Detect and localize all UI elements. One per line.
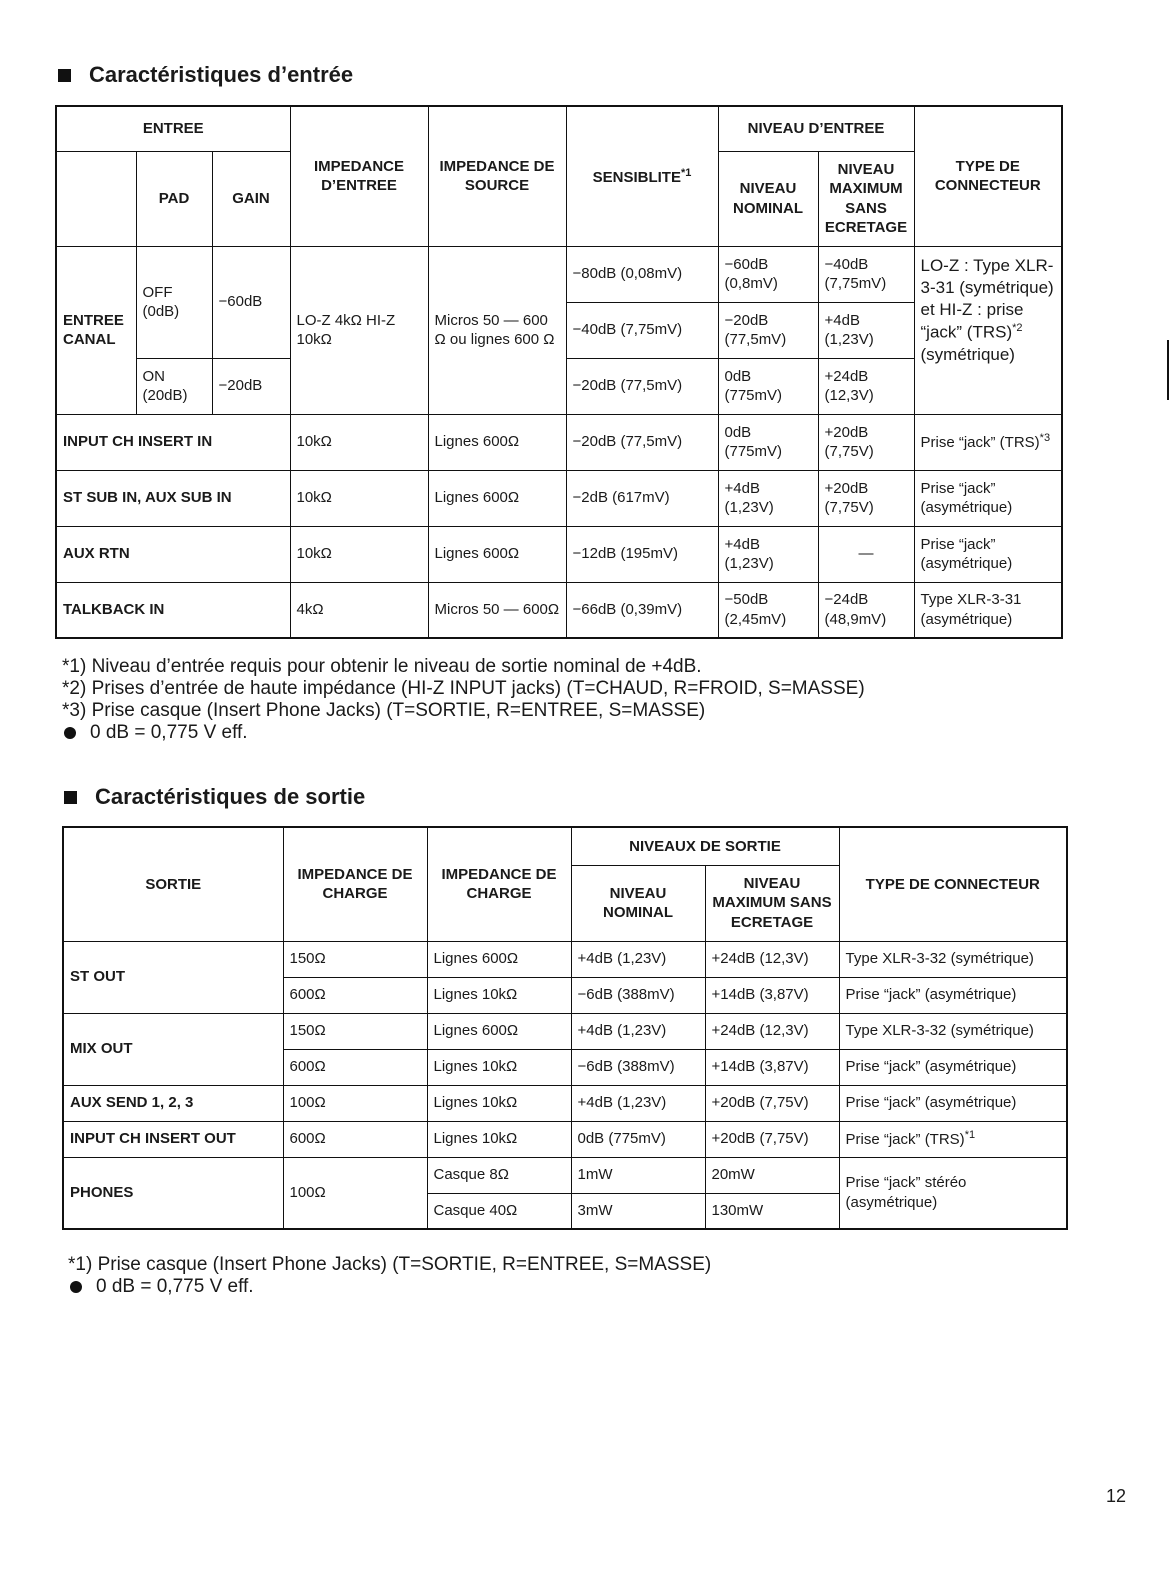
header-sensibilite bbox=[566, 106, 718, 246]
output-notes bbox=[68, 1254, 711, 1298]
row-charge: Casque 8Ω bbox=[427, 1157, 571, 1193]
row-max: +14dB (3,87V) bbox=[705, 1049, 839, 1085]
row-label: TALKBACK IN bbox=[56, 582, 290, 638]
row-max: 130mW bbox=[705, 1193, 839, 1229]
note-1: *1) Niveau d’entrée requis pour obtenir le niveau de sortie nominal de +4dB. bbox=[62, 656, 702, 677]
row-max: −24dB (48,9mV) bbox=[818, 582, 914, 638]
row-nominal: 0dB (775mV) bbox=[718, 414, 818, 470]
row-conn: Type XLR-3-31 (asymétrique) bbox=[914, 582, 1062, 638]
row-imp: 150Ω bbox=[283, 941, 427, 977]
row-charge: Lignes 600Ω bbox=[427, 1013, 571, 1049]
row-max: +20dB (7,75V) bbox=[705, 1121, 839, 1157]
row-conn bbox=[839, 1121, 1067, 1157]
row-conn: Type XLR-3-32 (symétrique) bbox=[839, 1013, 1067, 1049]
row-conn: Prise “jack” (asymétrique) bbox=[914, 526, 1062, 582]
header-niveaux-sortie: NIVEAUX DE SORTIE bbox=[571, 827, 839, 865]
row-conn: Prise “jack” (asymétrique) bbox=[839, 977, 1067, 1013]
row-charge: Lignes 600Ω bbox=[427, 941, 571, 977]
canal-max-1: −40dB (7,75mV) bbox=[818, 246, 914, 302]
note-bullet bbox=[62, 722, 865, 744]
row-label: ST SUB IN, AUX SUB IN bbox=[56, 470, 290, 526]
bullet-icon bbox=[70, 1281, 82, 1293]
row-conn: Prise “jack” (asymétrique) bbox=[839, 1049, 1067, 1085]
row-charge: Casque 40Ω bbox=[427, 1193, 571, 1229]
header-impedance-charge: IMPEDANCE DE CHARGE bbox=[283, 827, 427, 941]
row-max: +24dB (12,3V) bbox=[705, 941, 839, 977]
note-3: *3) Prise casque (Insert Phone Jacks) (T=SORTIE, R=ENTREE, S=MASSE) bbox=[62, 700, 706, 721]
header-niveau-entree: NIVEAU D’ENTREE bbox=[718, 106, 914, 151]
row-conn-text: Prise “jack” (TRS) bbox=[845, 1131, 965, 1149]
row-nominal: 0dB (775mV) bbox=[571, 1121, 705, 1157]
input-spec-table bbox=[55, 105, 1063, 639]
row-src: Micros 50 — 600Ω bbox=[428, 582, 566, 638]
table-row bbox=[56, 526, 1062, 582]
row-imp: 4kΩ bbox=[290, 582, 428, 638]
row-imp: 10kΩ bbox=[290, 470, 428, 526]
row-max: +14dB (3,87V) bbox=[705, 977, 839, 1013]
sensibilite-note: *1 bbox=[680, 166, 692, 179]
canal-sens-3: −20dB (77,5mV) bbox=[566, 358, 718, 414]
canal-pad-off: OFF (0dB) bbox=[136, 246, 212, 358]
row-sens: −66dB (0,39mV) bbox=[566, 582, 718, 638]
canal-pad-on: ON (20dB) bbox=[136, 358, 212, 414]
row-sens: −12dB (195mV) bbox=[566, 526, 718, 582]
canal-nominal-3: 0dB (775mV) bbox=[718, 358, 818, 414]
page-number: 12 bbox=[1106, 1486, 1127, 1506]
row-imp: 100Ω bbox=[283, 1085, 427, 1121]
input-section-title: Caractéristiques d’entrée bbox=[89, 62, 354, 87]
table-row bbox=[56, 582, 1062, 638]
canal-sens-1: −80dB (0,08mV) bbox=[566, 246, 718, 302]
row-src: Lignes 600Ω bbox=[428, 470, 566, 526]
header-impedance-charge-2: IMPEDANCE DE CHARGE bbox=[427, 827, 571, 941]
canal-max-2: +4dB (1,23V) bbox=[818, 302, 914, 358]
mix-out-label: MIX OUT bbox=[63, 1013, 283, 1085]
row-charge: Lignes 10kΩ bbox=[427, 1085, 571, 1121]
row-max: +20dB (7,75V) bbox=[818, 470, 914, 526]
canal-connecteur-note: *2 bbox=[1012, 321, 1023, 334]
row-imp: 10kΩ bbox=[290, 526, 428, 582]
canal-nominal-2: −20dB (77,5mV) bbox=[718, 302, 818, 358]
input-section-heading bbox=[58, 62, 353, 88]
header-impedance-source: IMPEDANCE DE SOURCE bbox=[428, 106, 566, 246]
row-nominal: +4dB (1,23V) bbox=[718, 526, 818, 582]
row-sens: −2dB (617mV) bbox=[566, 470, 718, 526]
row-conn: Prise “jack” (asymétrique) bbox=[839, 1085, 1067, 1121]
output-section-title: Caractéristiques de sortie bbox=[95, 784, 366, 809]
row-nominal: +4dB (1,23V) bbox=[571, 941, 705, 977]
row-sens: −20dB (77,5mV) bbox=[566, 414, 718, 470]
header-entree-spacer bbox=[56, 151, 136, 246]
row-charge: Lignes 10kΩ bbox=[427, 1049, 571, 1085]
canal-gain-off: −60dB bbox=[212, 246, 290, 358]
row-nominal: 1mW bbox=[571, 1157, 705, 1193]
insert-out-label: INPUT CH INSERT OUT bbox=[63, 1121, 283, 1157]
row-conn-note: *1 bbox=[964, 1129, 976, 1142]
note-bullet bbox=[68, 1276, 711, 1298]
canal-sens-2: −40dB (7,75mV) bbox=[566, 302, 718, 358]
sensibilite-label: SENSIBLITE bbox=[592, 168, 681, 186]
table-row bbox=[56, 470, 1062, 526]
header-gain: GAIN bbox=[212, 151, 290, 246]
header-pad: PAD bbox=[136, 151, 212, 246]
header-niveau-nominal: NIVEAU NOMINAL bbox=[718, 151, 818, 246]
header-type-connecteur: TYPE DE CONNECTEUR bbox=[839, 827, 1067, 941]
margin-mark bbox=[1167, 340, 1169, 400]
row-max: — bbox=[818, 526, 914, 582]
phones-imp: 100Ω bbox=[283, 1157, 427, 1229]
canal-nominal-1: −60dB (0,8mV) bbox=[718, 246, 818, 302]
row-conn: Type XLR-3-32 (symétrique) bbox=[839, 941, 1067, 977]
header-niveau-nominal: NIVEAU NOMINAL bbox=[571, 865, 705, 941]
row-imp: 150Ω bbox=[283, 1013, 427, 1049]
row-nominal: −50dB (2,45mV) bbox=[718, 582, 818, 638]
canal-connecteur bbox=[914, 246, 1062, 414]
row-conn-note: *3 bbox=[1039, 432, 1051, 445]
canal-gain-on: −20dB bbox=[212, 358, 290, 414]
header-entree: ENTREE bbox=[56, 106, 290, 151]
header-type-connecteur: TYPE DE CONNECTEUR bbox=[914, 106, 1062, 246]
row-label: AUX RTN bbox=[56, 526, 290, 582]
row-max: +24dB (12,3V) bbox=[705, 1013, 839, 1049]
row-nominal: 3mW bbox=[571, 1193, 705, 1229]
header-impedance-entree: IMPEDANCE D’ENTREE bbox=[290, 106, 428, 246]
canal-connecteur-text: LO-Z : Type XLR-3-31 (symétrique) et HI-Z : prise “jack” (TRS) bbox=[920, 255, 1054, 342]
input-notes bbox=[62, 656, 865, 744]
row-imp: 600Ω bbox=[283, 1049, 427, 1085]
row-label: INPUT CH INSERT IN bbox=[56, 414, 290, 470]
bullet-icon bbox=[64, 727, 76, 739]
table-row bbox=[56, 414, 1062, 470]
output-section-heading bbox=[64, 784, 365, 810]
row-imp: 600Ω bbox=[283, 977, 427, 1013]
aux-send-label: AUX SEND 1, 2, 3 bbox=[63, 1085, 283, 1121]
canal-label: ENTREE CANAL bbox=[56, 246, 136, 414]
canal-connecteur-tail: (symétrique) bbox=[920, 344, 1015, 364]
header-sortie: SORTIE bbox=[63, 827, 283, 941]
note-1: *1) Prise casque (Insert Phone Jacks) (T=SORTIE, R=ENTREE, S=MASSE) bbox=[68, 1254, 712, 1275]
row-imp: 600Ω bbox=[283, 1121, 427, 1157]
row-nominal: −6dB (388mV) bbox=[571, 977, 705, 1013]
row-conn: Prise “jack” (asymétrique) bbox=[914, 470, 1062, 526]
canal-max-3: +24dB (12,3V) bbox=[818, 358, 914, 414]
canal-impedance-source: Micros 50 — 600 Ω ou lignes 600 Ω bbox=[428, 246, 566, 414]
note-bullet-text: 0 dB = 0,775 V eff. bbox=[90, 722, 248, 743]
row-src: Lignes 600Ω bbox=[428, 414, 566, 470]
row-charge: Lignes 10kΩ bbox=[427, 1121, 571, 1157]
row-src: Lignes 600Ω bbox=[428, 526, 566, 582]
canal-impedance-entree: LO-Z 4kΩ HI-Z 10kΩ bbox=[290, 246, 428, 414]
row-max: +20dB (7,75V) bbox=[705, 1085, 839, 1121]
note-2: *2) Prises d’entrée de haute impédance (HI-Z INPUT jacks) (T=CHAUD, R=FROID, S=MASSE) bbox=[62, 678, 865, 699]
phones-conn: Prise “jack” stéréo (asymétrique) bbox=[839, 1157, 1067, 1229]
square-bullet-icon bbox=[58, 69, 71, 82]
header-niveau-max: NIVEAU MAXIMUM SANS ECRETAGE bbox=[818, 151, 914, 246]
row-max: +20dB (7,75V) bbox=[818, 414, 914, 470]
row-nominal: −6dB (388mV) bbox=[571, 1049, 705, 1085]
square-bullet-icon bbox=[64, 791, 77, 804]
note-bullet-text: 0 dB = 0,775 V eff. bbox=[96, 1276, 254, 1297]
row-nominal: +4dB (1,23V) bbox=[571, 1085, 705, 1121]
st-out-label: ST OUT bbox=[63, 941, 283, 1013]
row-charge: Lignes 10kΩ bbox=[427, 977, 571, 1013]
output-spec-table bbox=[62, 826, 1068, 1230]
header-niveau-max: NIVEAU MAXIMUM SANS ECRETAGE bbox=[705, 865, 839, 941]
row-nominal: +4dB (1,23V) bbox=[718, 470, 818, 526]
row-max: 20mW bbox=[705, 1157, 839, 1193]
row-conn-text: Prise “jack” (TRS) bbox=[920, 434, 1040, 452]
row-imp: 10kΩ bbox=[290, 414, 428, 470]
row-nominal: +4dB (1,23V) bbox=[571, 1013, 705, 1049]
phones-label: PHONES bbox=[63, 1157, 283, 1229]
row-conn bbox=[914, 414, 1062, 470]
